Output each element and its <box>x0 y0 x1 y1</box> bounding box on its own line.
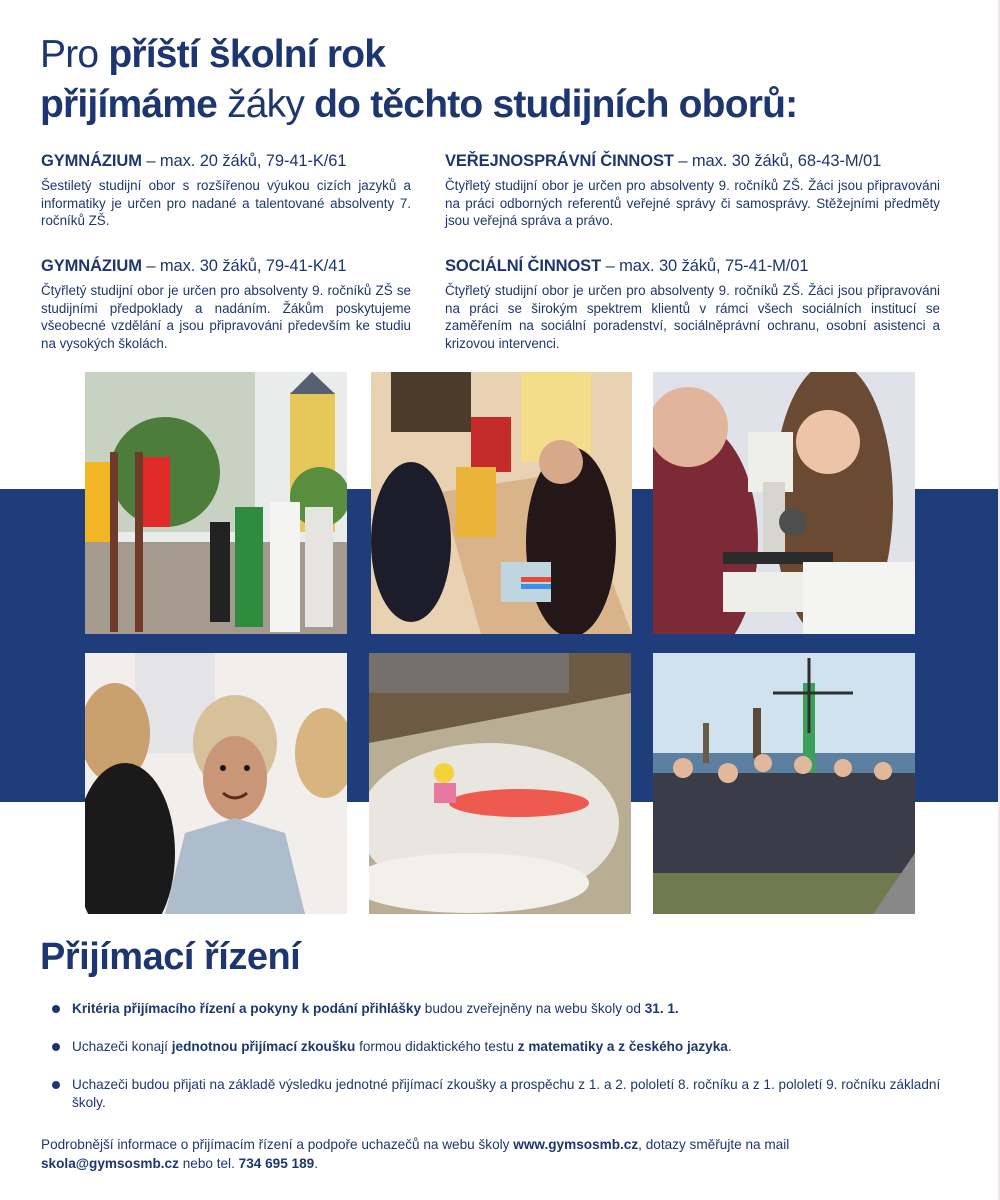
phone-number[interactable]: 734 695 189 <box>238 1156 315 1171</box>
photo-kayak <box>369 653 631 914</box>
admission-item <box>50 1076 960 1112</box>
page-headline <box>40 30 960 130</box>
admission-title: Přijímací řízení <box>40 936 301 978</box>
admission-item <box>50 1000 960 1018</box>
bullet-text: budou zveřejněny na webu školy od <box>421 1001 645 1016</box>
program-name: SOCIÁLNÍ ČINNOST <box>445 257 602 275</box>
program-description: Čtyřletý studijní obor je určen pro absolventy 9. ročníků ZŠ se studijními předpoklady a nadáním. Žákům poskytujeme všeobecné vzdělání a jsou připravováni především ke studiu na vysokých školách. <box>41 283 411 351</box>
footer-text: Podrobnější informace o přijímacím řízení a podpoře uchazečů na webu školy <box>41 1137 514 1152</box>
program-verejnospravni <box>445 151 940 230</box>
program-gymnazium-4 <box>41 256 411 352</box>
headline-emphasis: příští školní rok <box>108 33 386 76</box>
program-name: GYMNÁZIUM <box>41 152 142 170</box>
program-heading <box>445 151 940 171</box>
program-description: Šestiletý studijní obor s rozšířenou výukou cizích jazyků a informatiky je určen pro nadané a talentované absolventy 7. ročníků ZŠ. <box>41 178 411 228</box>
program-heading <box>445 256 940 276</box>
program-details: – max. 20 žáků, 79-41-K/61 <box>146 152 347 170</box>
program-details: – max. 30 žáků, 68-43-M/01 <box>678 152 882 170</box>
program-description: Čtyřletý studijní obor je určen pro absolventy 9. ročníků ZŠ. Žáci jsou připravováni na práci odborných referentů veřejné správy či samosprávy. Stěžejními předměty jsou veřejná správa a právo. <box>445 178 940 228</box>
headline-word: žáky <box>227 83 305 126</box>
program-heading <box>41 256 411 276</box>
headline-emphasis: do těchto studijních oborů: <box>314 83 798 126</box>
headline-emphasis: přijímáme <box>40 83 218 126</box>
photo-town-square <box>85 372 347 634</box>
photo-microscope <box>653 372 915 634</box>
admission-list <box>50 1000 960 1132</box>
program-description: Čtyřletý studijní obor je určen pro absolventy 9. ročníků ZŠ. Žáci jsou připravováni na práci se širokým spektrem klientů v rámci všech sociálních institucí se zaměřením na sociální poradenství, sociálněprávní ochranu, osobní asistenci a krizovou intervenci. <box>445 283 940 351</box>
program-socialni <box>445 256 940 352</box>
program-heading <box>41 151 411 171</box>
program-gymnazium-6 <box>41 151 411 230</box>
admission-item <box>50 1038 960 1056</box>
program-name: VEŘEJNOSPRÁVNÍ ČINNOST <box>445 152 674 170</box>
contact-footer <box>41 1135 941 1173</box>
program-name: GYMNÁZIUM <box>41 257 142 275</box>
bullet-emphasis: Kritéria přijímacího řízení a pokyny k podání přihlášky <box>72 1001 422 1016</box>
photo-craft-workshop <box>371 372 632 634</box>
headline-word: Pro <box>40 33 99 76</box>
bullet-emphasis: 31. 1. <box>644 1001 679 1016</box>
program-details: – max. 30 žáků, 75-41-M/01 <box>605 257 809 275</box>
photo-windmills-group <box>653 653 915 914</box>
bullet-icon <box>52 1081 60 1089</box>
bullet-emphasis: z matematiky a z českého jazyka <box>517 1039 728 1054</box>
bullet-text: . <box>727 1039 732 1054</box>
bullet-icon <box>52 1043 60 1051</box>
bullet-text: Uchazeči konají <box>72 1039 172 1054</box>
program-details: – max. 30 žáků, 79-41-K/41 <box>146 257 347 275</box>
footer-text: nebo tel. <box>178 1156 239 1171</box>
footer-text: . <box>314 1156 319 1171</box>
footer-text: , dotazy směřujte na mail <box>638 1137 790 1152</box>
bullet-text: formou didaktického testu <box>355 1039 518 1054</box>
photo-nursing-practice <box>85 653 347 914</box>
bullet-emphasis: jednotnou přijímací zkoušku <box>171 1039 356 1054</box>
bullet-icon <box>52 1005 60 1013</box>
website-link[interactable]: www.gymsosmb.cz <box>513 1137 639 1152</box>
email-link[interactable]: skola@gymsosmb.cz <box>41 1156 179 1171</box>
bullet-text: Uchazeči budou přijati na základě výsledku jednotné přijímací zkoušky a prospěchu z 1. a 2. pololetí 8. ročníku a z 1. pololetí 9. ročníku základní školy. <box>72 1077 941 1110</box>
